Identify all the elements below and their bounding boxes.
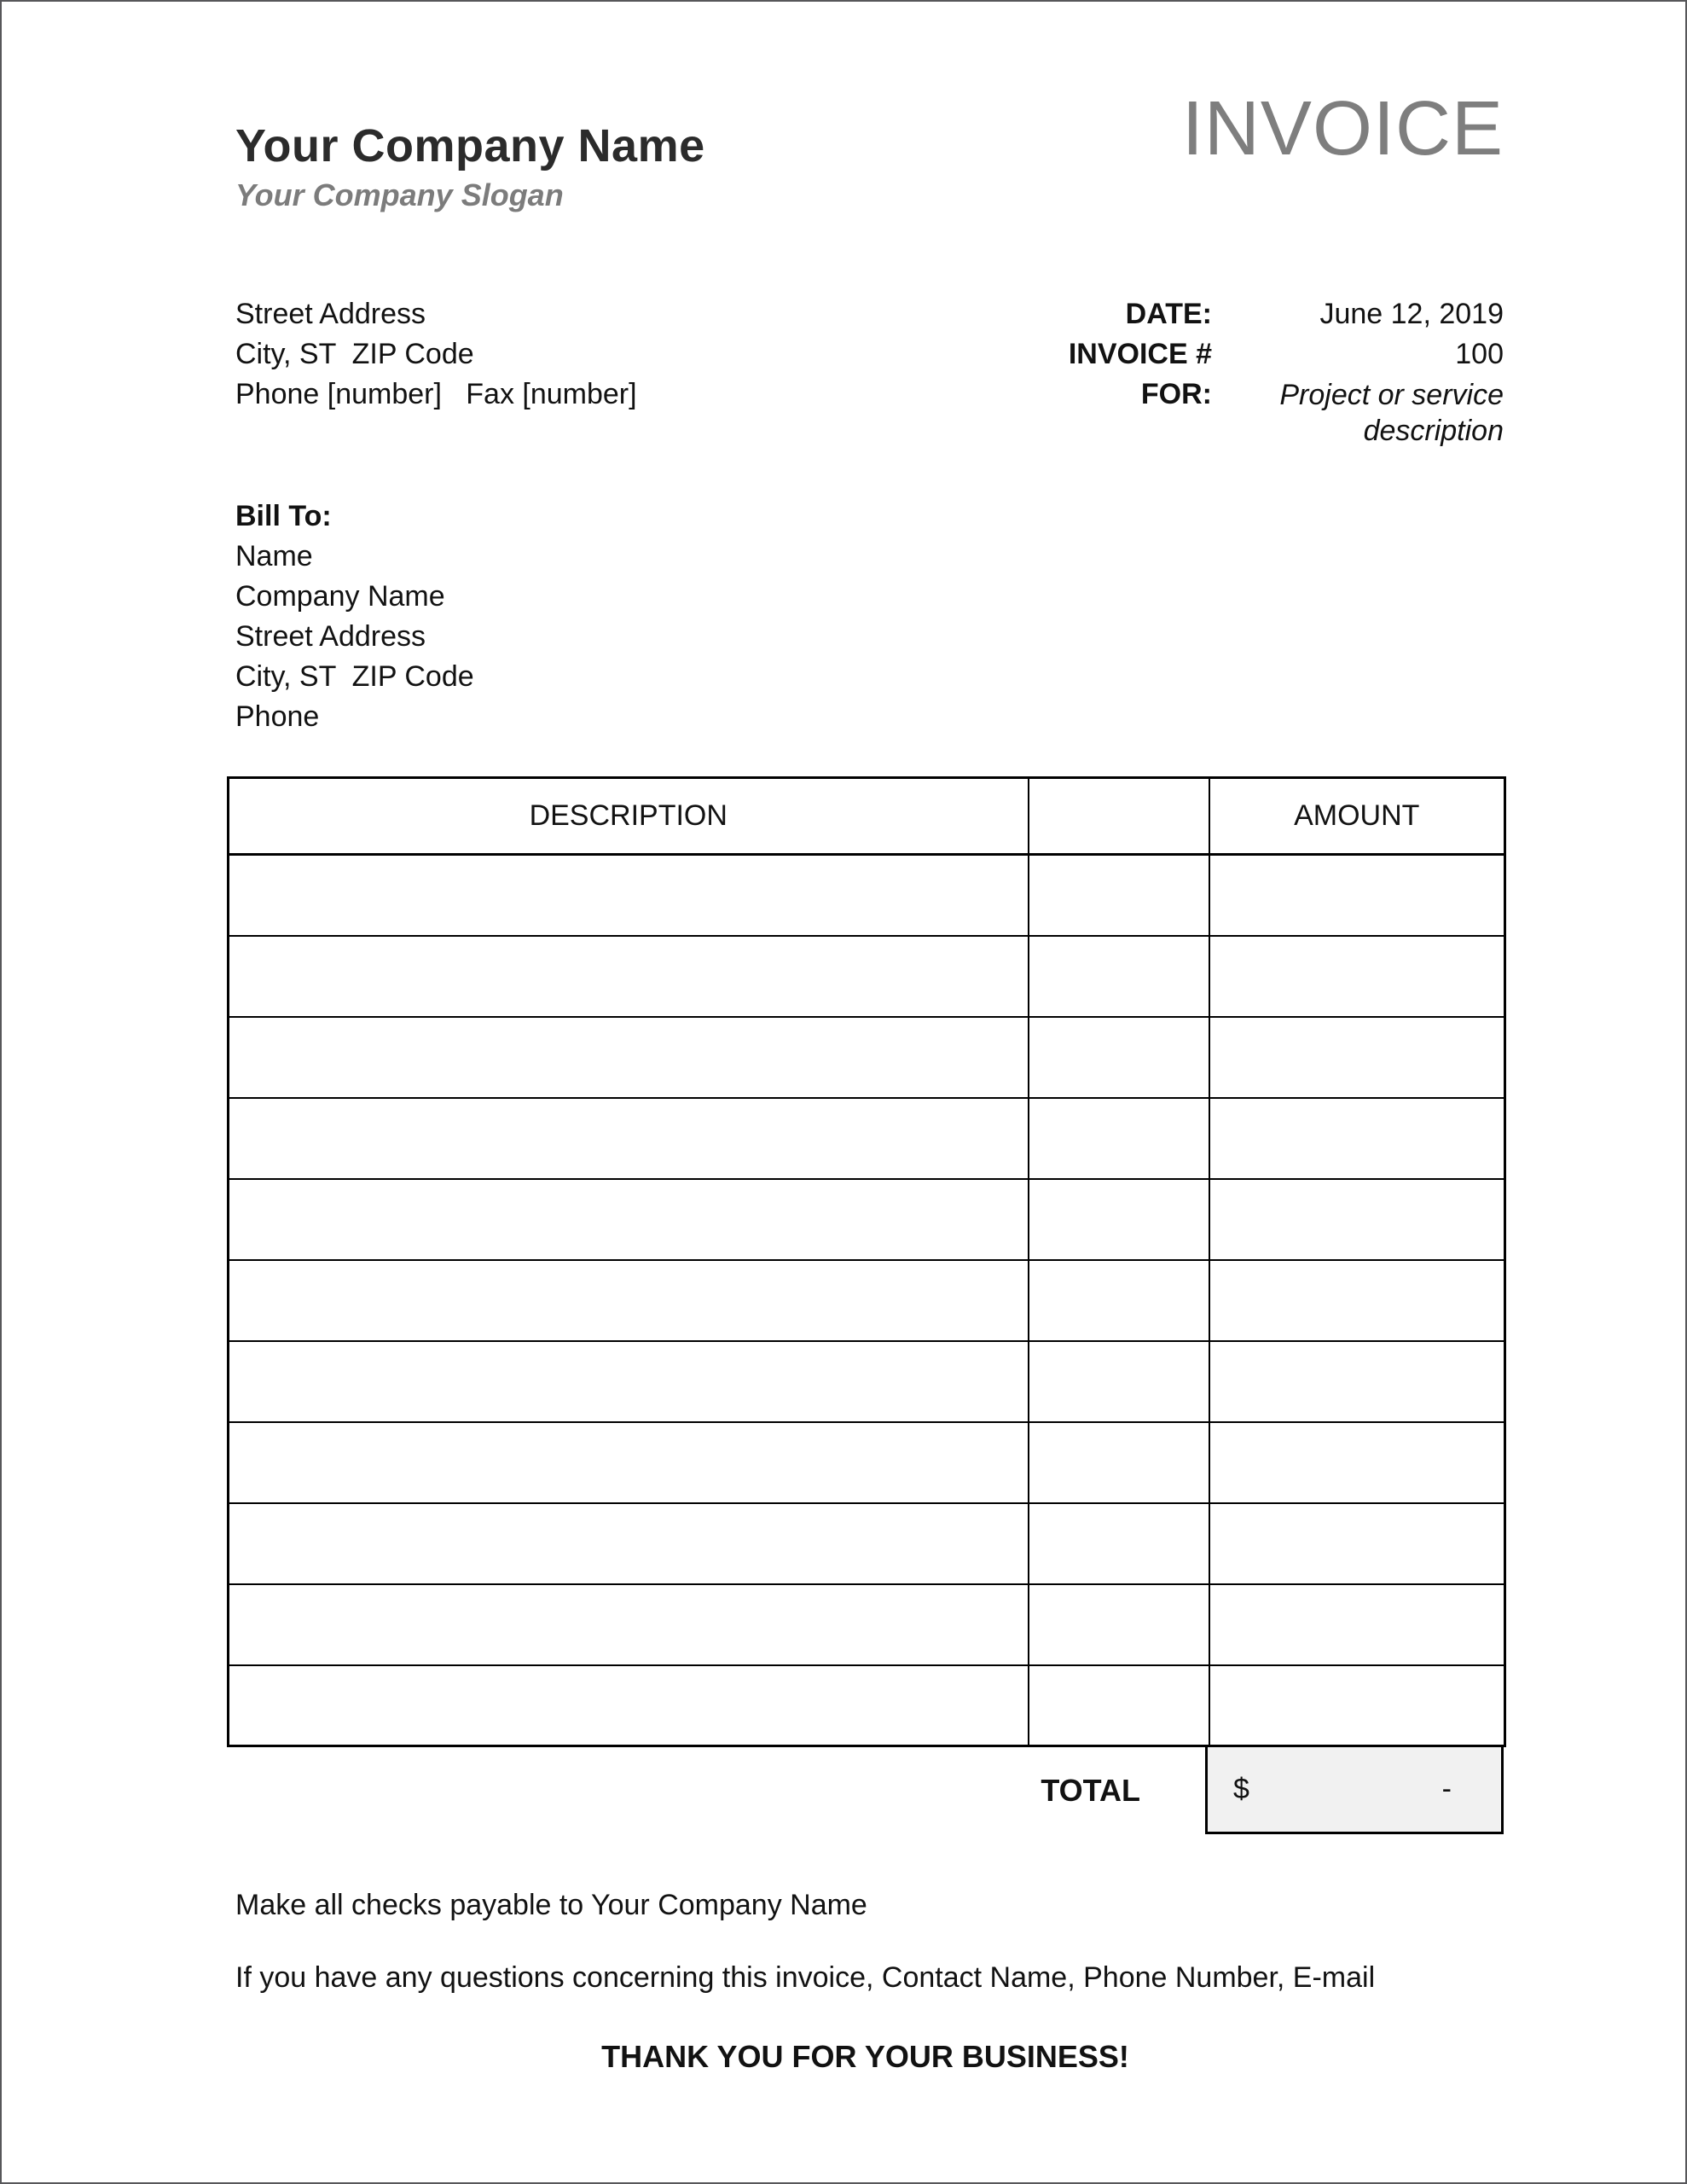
item-row (229, 936, 1505, 1017)
item-amount-cell (1209, 1179, 1505, 1260)
item-blank-cell (1029, 1017, 1209, 1098)
item-row (229, 1098, 1505, 1179)
item-row (229, 1665, 1505, 1746)
item-description-cell (229, 1260, 1029, 1341)
date-label: DATE: (1125, 298, 1212, 331)
bill-to-phone: Phone (235, 700, 320, 734)
item-blank-cell (1029, 1422, 1209, 1503)
item-row (229, 1503, 1505, 1584)
for-value: Project or service description (1279, 379, 1504, 448)
bill-to-heading: Bill To: (235, 500, 332, 533)
item-blank-cell (1029, 1260, 1209, 1341)
item-blank-cell (1029, 936, 1209, 1017)
item-description-cell (229, 1179, 1029, 1260)
item-row (229, 1260, 1505, 1341)
item-amount-cell (1209, 1665, 1505, 1746)
company-address (227, 294, 637, 449)
item-blank-cell (1029, 855, 1209, 936)
item-blank-cell (1029, 1179, 1209, 1260)
item-description-cell (229, 936, 1029, 1017)
item-description-cell (229, 1584, 1029, 1665)
item-blank-cell (1029, 1584, 1209, 1665)
item-row (229, 1341, 1505, 1422)
item-blank-cell (1029, 1503, 1209, 1584)
item-row (229, 1179, 1505, 1260)
items-header-row (229, 778, 1505, 855)
info-row (227, 294, 1504, 449)
date-value: June 12, 2019 (1319, 298, 1504, 331)
bill-to-name: Name (235, 540, 313, 573)
item-row (229, 1422, 1505, 1503)
items-body (229, 855, 1505, 1746)
invoice-meta (1069, 294, 1504, 449)
questions-note: If you have any questions concerning this invoice, Contact Name, Phone Number, E-mail (235, 1961, 1376, 1995)
checks-payable-note: Make all checks payable to Your Company Name (235, 1889, 867, 1922)
item-amount-cell (1209, 1260, 1505, 1341)
item-amount-cell (1209, 1341, 1505, 1422)
item-description-cell (229, 1422, 1029, 1503)
item-blank-cell (1029, 1341, 1209, 1422)
thank-you-message: THANK YOU FOR YOUR BUSINESS! (601, 2039, 1129, 2075)
invoice-title: INVOICE (1181, 86, 1504, 171)
blank-column-header (1029, 778, 1209, 855)
item-description-cell (229, 1017, 1029, 1098)
item-amount-cell (1209, 1098, 1505, 1179)
item-row (229, 855, 1505, 936)
item-amount-cell (1209, 1017, 1505, 1098)
total-amount-box (1205, 1747, 1504, 1834)
item-description-cell (229, 1503, 1029, 1584)
item-amount-cell (1209, 1422, 1505, 1503)
total-amount-value: - (1441, 1773, 1452, 1806)
company-block (227, 90, 705, 213)
company-name: Your Company Name (235, 120, 705, 171)
company-slogan: Your Company Slogan (235, 177, 564, 213)
item-description-cell (229, 855, 1029, 936)
item-amount-cell (1209, 855, 1505, 936)
total-row (227, 1747, 1504, 1834)
item-description-cell (229, 1341, 1029, 1422)
description-column-header: DESCRIPTION (229, 778, 1029, 855)
item-row (229, 1017, 1505, 1098)
header (227, 86, 1504, 213)
item-amount-cell (1209, 1503, 1505, 1584)
item-amount-cell (1209, 936, 1505, 1017)
total-label: TOTAL (1041, 1773, 1140, 1809)
bill-to-city-state-zip: City, ST ZIP Code (235, 660, 474, 694)
invoice-number-label: INVOICE # (1068, 338, 1212, 371)
invoice-number-value: 100 (1455, 338, 1504, 371)
amount-column-header: AMOUNT (1209, 778, 1505, 855)
item-blank-cell (1029, 1098, 1209, 1179)
company-city-state-zip: City, ST ZIP Code (235, 338, 474, 371)
currency-symbol: $ (1233, 1773, 1249, 1806)
for-label: FOR: (1140, 378, 1212, 411)
item-amount-cell (1209, 1584, 1505, 1665)
company-phone-fax: Phone [number] Fax [number] (235, 378, 637, 411)
bill-to-company: Company Name (235, 580, 445, 613)
company-street-address: Street Address (235, 298, 426, 331)
item-blank-cell (1029, 1665, 1209, 1746)
item-row (229, 1584, 1505, 1665)
items-table (227, 776, 1506, 1747)
item-description-cell (229, 1665, 1029, 1746)
bill-to-street: Street Address (235, 620, 426, 653)
item-description-cell (229, 1098, 1029, 1179)
bill-to-block (227, 497, 1504, 737)
